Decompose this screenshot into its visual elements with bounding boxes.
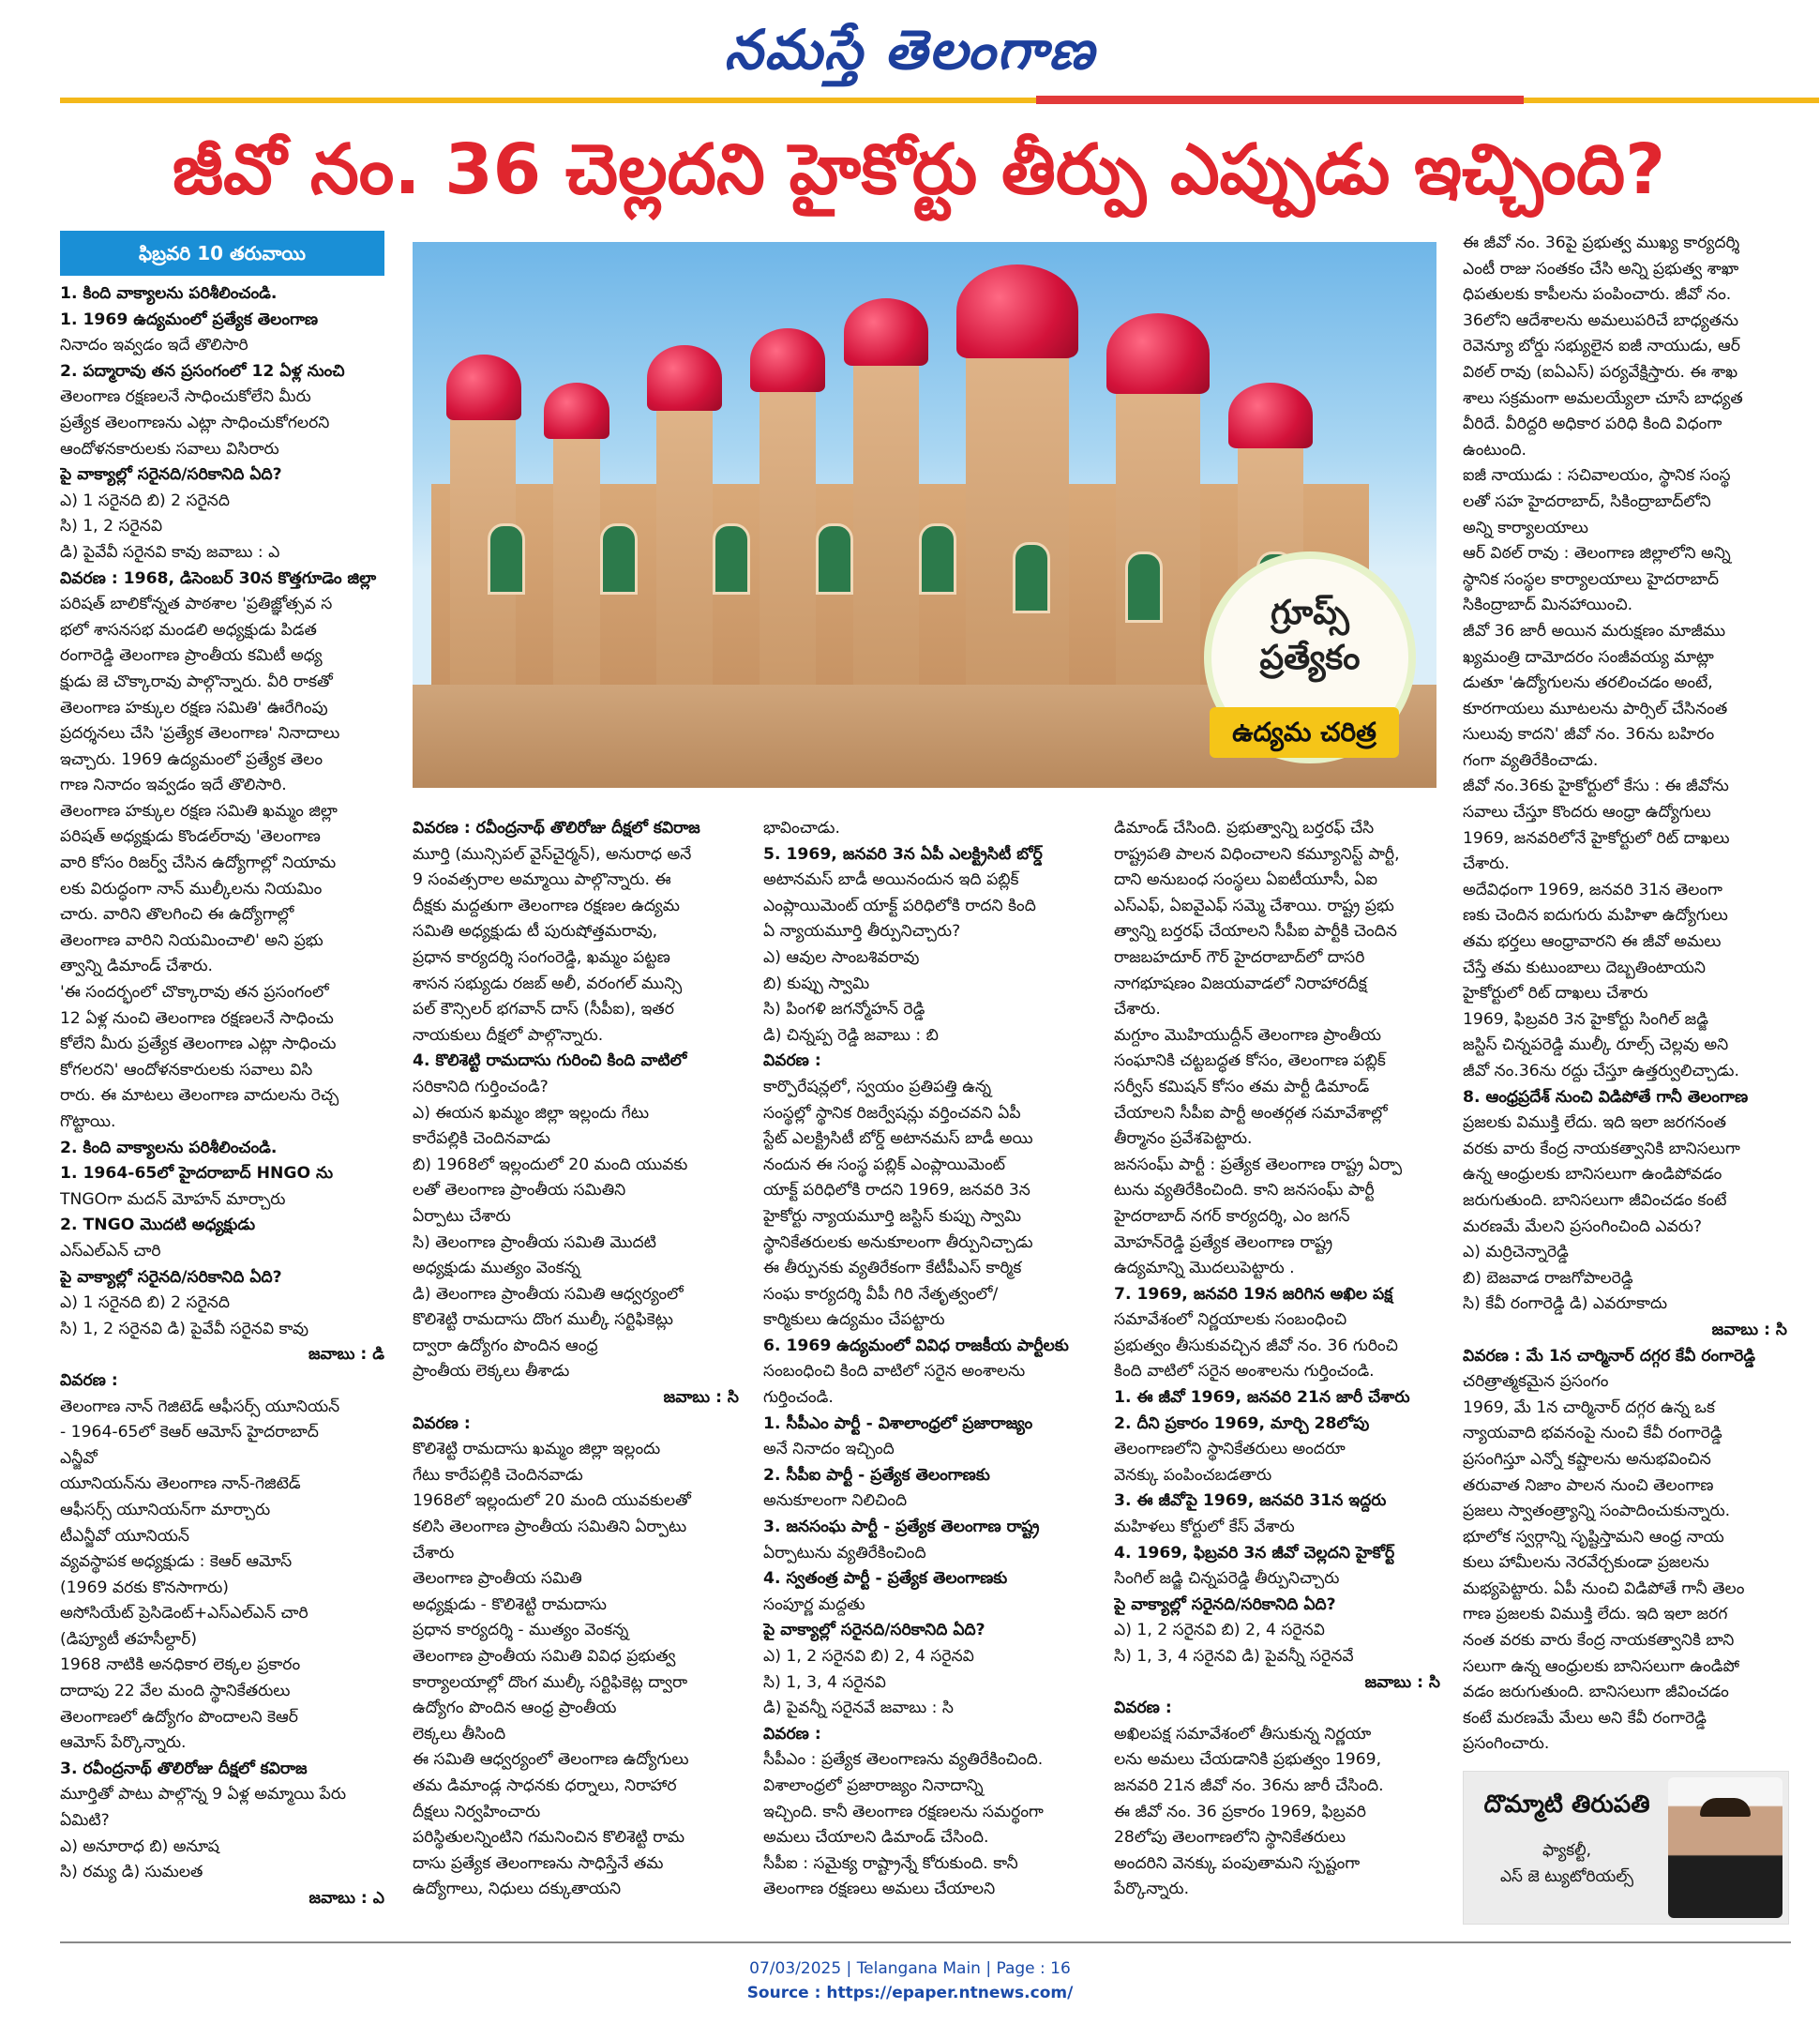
text-line: సీపీఐ : సమైక్య రాష్ట్రాన్నే కోరుకుంది. కానీ [763,1853,1018,1873]
text-line: సలుగా ఉన్న ఆంధ్రులకు బానిసలుగా ఉండిపో [1463,1656,1740,1676]
text-line: హైదరాబాద్ నగర్ కార్యదర్శి, ఎం జగన్ [1114,1206,1350,1226]
text-line: గుర్తించండి. [763,1388,834,1408]
text-line: పై వాక్యాల్లో సరైనది/సరికానిది ఏది? [60,465,282,485]
text-line: అందరిని వెనక్కు పంపుతామని స్పష్టంగా [1114,1853,1361,1873]
dome-shape [544,383,609,439]
text-line: సులువు కాదని' జీవో నం. 36ను బహిరం [1463,725,1715,745]
text-line: 1. 1964-65లో హైదరాబాద్ HNGO ను [60,1164,334,1184]
header-rule [60,98,1819,103]
text-line: కార్యాలయాల్లో దొంగ ముల్కీ సర్టిఫికెట్ల ద్వారా [413,1672,688,1692]
text-line: వెనక్కు పంపించబడతారు [1114,1465,1272,1485]
text-line: త్వాన్ని బర్తరఫ్ చేయాలని సీపీఐ పార్టీకి చెందిన [1114,922,1397,942]
text-line: ఆర్ విఠల్ రావు : తెలంగాణ జిల్లాలోని అన్ని [1463,544,1731,564]
text-line: మభ్యపెట్టారు. ఏపీ నుంచి విడిపోతే గానీ తెలం [1463,1578,1745,1598]
text-line: మూర్తితో పాటు పాల్గొన్న 9 ఏళ్ల అమ్మాయి పేరు [60,1785,347,1805]
text-line: దాదాపు 22 వేల మంది స్థానికేతరులు [60,1682,291,1701]
text-line: డిమాండ్ చేసింది. ప్రభుత్వాన్ని బర్తరఫ్ చేసి [1114,819,1375,838]
text-line: గంగా వ్యతిరేకించాడు. [1463,750,1599,770]
text-line: వివరణ : [60,1370,118,1390]
text-line: జవాబు : సి [1711,1320,1787,1339]
text-line: 1. సీపీఎం పార్టీ - విశాలాంధ్రలో ప్రజారాజ్యం [763,1413,1033,1433]
text-line: జనవరి 21న జీవో నం. 36ను జారీ చేసింది. [1114,1775,1384,1795]
text-line: 1. 1969 ఉద్యమంలో ప్రత్యేక తెలంగాణ [60,310,319,329]
text-line: రెవెన్యూ బోర్డు సభ్యులైన ఐజీ నాయుడు, ఆర్ [1463,337,1740,356]
text-line: ప్రసంగిస్తూ ఎన్నో కష్టాలను అనుభవించిన [1463,1449,1711,1469]
text-line: ఏ న్యాయమూర్తి తీర్పునిచ్చారు? [763,922,961,942]
text-line: యూనియన్‌ను తెలంగాణ నాన్-గెజిటెడ్ [60,1474,301,1494]
text-line: డి) తెలంగాణ ప్రాంతీయ సమితి ఆధ్వర్యంలో [413,1284,684,1304]
text-line: హైకోర్టులో రిట్ దాఖలు చేశారు [1463,984,1648,1004]
text-line: ఎంటీ రాజు సంతకం చేసి అన్ని ప్రభుత్వ శాఖా [1463,259,1739,279]
text-line: స్థానిక సంస్థల కార్యాలయాలు హైదరాబాద్ [1463,569,1720,589]
text-line: తెలంగాణ వారిని నియమించాలి' అని ప్రభు [60,930,323,950]
text-line: లకు విరుద్ధంగా నాన్ ముల్కీలను నియమిం [60,879,323,899]
text-line: గాణ ప్రజలకు విముక్తి లేదు. ఇది ఇలా జరగ [1463,1605,1728,1624]
text-line: కంటే మరణమే మేలు అని కేవీ రంగారెడ్డి [1463,1708,1707,1728]
text-line: రాష్ట్రపతి పాలన విధించాలని కమ్యూనిస్ట్ పార్టీ, [1114,844,1400,864]
text-line: వివరణ : రవీంద్రనాథ్ తొలిరోజు దీక్షలో కవిరాజ [413,819,700,838]
text-line: క్షుడు జె చొక్కారావు పాల్గొన్నారు. వీరి రాకతో [60,672,333,691]
text-line: జస్టిస్ చిన్నపరెడ్డి ముల్కీ రూల్స్ చెల్లవు అని [1463,1035,1729,1055]
text-line: సంస్థల్లో స్థానిక రిజర్వేషన్లు వర్తించవని ఏపీ [763,1103,1021,1123]
text-line: పై వాక్యాల్లో సరైనది/సరికానిది ఏది? [1114,1594,1336,1614]
text-line: పరిషత్ బాలికోన్నత పాఠశాల 'ప్రతిజ్ఞోత్సవ స [60,595,333,614]
author-box [1463,1771,1789,1925]
text-line: ఉద్యోగం పొందిన ఆంధ్ర ప్రాంతీయ [413,1699,617,1718]
text-line: 1968 నాటికి అనధికార లెక్కల ప్రకారం [60,1655,301,1675]
text-line: జవాబు : ఎ [308,1888,384,1908]
text-line: రంగారెడ్డి తెలంగాణ ప్రాంతీయ కమిటీ అధ్య [60,646,323,666]
text-line: మగ్దూం మొహియుద్దీన్ తెలంగాణ ప్రాంతీయ [1114,1025,1382,1045]
text-line: జరుగుతుంది. బానిసలుగా జీవించడం కంటే [1463,1190,1727,1210]
text-line: ద్వారా ఉద్యోగం పొందిన ఆంధ్ర [413,1336,598,1355]
arched-window [816,523,853,595]
column-2 [413,816,739,1918]
footer-rule [60,1941,1791,1943]
column-3 [763,816,1090,1918]
text-line: మహిళలు కోర్టులో కేస్ వేశారు [1114,1518,1295,1537]
text-line: సరికానిది గుర్తించండి? [413,1077,549,1096]
text-line: చారు. వారిని తొలగించి ఈ ఉద్యోగాల్లో [60,905,294,925]
text-line: తరువాత నిజాం పాలన నుంచి తెలంగాణ [1463,1475,1714,1495]
text-line: ఎ) 1, 2 సరైనవి బి) 2, 4 సరైనవి [763,1647,974,1666]
text-line: సి) 1, 2 సరైనవి [60,517,163,536]
text-line: కారేపల్లికి చెందినవాడు [413,1129,551,1149]
text-line: దాసు ప్రత్యేక తెలంగాణను సాధిస్తేనే తమ [413,1853,664,1873]
text-line: ఇచ్చారు. 1969 ఉద్యమంలో ప్రత్యేక తెలం [60,749,323,769]
text-line: టును వ్యతిరేకించింది. కాని జనసంఘ్ పార్టీ [1114,1181,1375,1201]
text-line: ఈ తీర్పునకు వ్యతిరేకంగా కేటీపీఎస్ కార్మిక [763,1259,1022,1278]
dome-shape [1106,313,1210,394]
text-line: 3. ఈ జీవోపై 1969, జనవరి 31న ఇద్దరు [1114,1491,1387,1511]
text-line: చరిత్రాత్మకమైన ప్రసంగం [1463,1372,1609,1392]
text-line: కొలిశెట్టి రామదాసు ఖమ్మం జిల్లా ఇల్లందు [413,1440,661,1459]
text-line: ప్రత్యేక తెలంగాణను ఎట్లా సాధించుకోగలరని [60,413,330,432]
text-line: తెలంగాణ హక్కుల రక్షణ సమితి ఖమ్మం జిల్లా [60,801,338,821]
author-role: ఫ్యాకల్టీ, [1542,1841,1592,1860]
text-line: ఆమోస్ పేర్కొన్నారు. [60,1733,187,1753]
text-line: బి) కుప్పు స్వామి [763,974,870,993]
text-line: దీక్షకు మద్దతుగా తెలంగాణ రక్షణల ఉద్యమ [413,896,680,915]
text-line: సి) 1, 3, 4 సరైనవి [763,1672,886,1692]
text-line: న్యాయవాది భవనంపై నుంచి కేవీ రంగారెడ్డి [1463,1424,1722,1443]
text-line: 4. 1969, ఫిబ్రవరి 3న జీవో చెల్లదని హైకోర్ట్ [1114,1543,1395,1563]
arched-window [1013,542,1050,613]
text-line: అదేవిధంగా 1969, జనవరి 31న తెలంగా [1463,880,1722,899]
text-line: స్థానికేతరులకు అనుకూలంగా తీర్పునిచ్చాడు [763,1232,1033,1252]
text-line: నంత వరకు వారు కేంద్ర నాయకత్వానికి బాని [1463,1631,1735,1651]
text-line: జీవో నం.36ను రద్దు చేస్తూ ఉత్తర్వులిచ్చాడు. [1463,1062,1739,1080]
text-line: శాసన సభ్యుడు రజబ్ అలీ, వరంగల్ మున్సి [413,974,683,993]
text-line: భూలోక స్వర్గాన్ని సృష్టిస్తామని ఆంధ్ర నాయ [1463,1527,1724,1547]
text-line: ఎస్ఎల్ఎన్ చారి [60,1241,161,1261]
text-line: అన్ని కార్యాలయాలు [1463,518,1588,537]
text-line: తమ భర్తలు ఆంధ్రావారని ఈ జీవో అమలు [1463,932,1722,952]
text-line: కొలిశెట్టి రామదాసు దొంగ ముల్కీ సర్టిఫికెట్లు [413,1310,673,1330]
text-line: ప్రధాన కార్యదర్శి - ముత్యం వెంకన్న [413,1621,629,1640]
text-line: సంఘ కార్యదర్శి వీపీ గిరి నేతృత్వంలో/ [763,1284,999,1304]
text-line: 2. దీని ప్రకారం 1969, మార్చి 28లోపు [1114,1413,1370,1433]
text-line: సికింద్రాబాద్ మినహాయించి. [1463,596,1633,615]
text-line: 9 సంవత్సరాల అమ్మాయి పాల్గొన్నారు. ఈ [413,870,671,890]
dome-shape [446,355,521,420]
text-line: కూరగాయలు మూటలను పార్సిల్ చేసినంత [1463,699,1728,718]
text-line: మోహన్‌రెడ్డి ప్రత్యేక తెలంగాణ రాష్ట్ర [1114,1232,1333,1252]
text-line: కోలేని మీరు ప్రత్యేక తెలంగాణ ఎట్లా సాధించు [60,1035,337,1054]
text-line: ఉద్యోగాలు, నిధులు దక్కుతాయని [413,1880,622,1899]
text-line: సంబంధించి కింది వాటిలో సరైన అంశాలను [763,1362,1026,1382]
dome-shape [844,298,928,366]
text-line: ప్రదర్శనలు చేసి 'ప్రత్యేక తెలంగాణ' నినాదాలు [60,724,340,744]
text-line: ఆఫీసర్స్ యూనియన్‌గా మార్చారు [60,1500,271,1519]
text-line: తెలంగాణ హక్కుల రక్షణ సమితి' ఊరేగింపు [60,698,328,717]
text-line: చేయాలని సీపీఐ పార్టీ అంతర్గత సమావేశాల్లో [1114,1103,1388,1123]
text-line: తెలంగాణ రక్షణలు అమలు చేయాలని [763,1880,996,1899]
text-line: తెలంగాణ నాన్ గెజిటెడ్ ఆఫీసర్స్ యూనియన్ [60,1397,340,1416]
author-name: దొమ్మాటి తిరుపతి [1483,1790,1650,1819]
text-line: విశాలాంధ్రలో ప్రజారాజ్యం నినాదాన్ని [763,1775,984,1795]
text-line: భావించాడు. [763,819,840,838]
text-line: వీరిదే. వీరిద్దరి అధికార పరిధి కింది విధంగా [1463,415,1722,434]
text-line: 12 ఏళ్ల నుంచి తెలంగాణ రక్షణలనే సాధించు [60,1008,334,1028]
text-line: సమావేశంలో నిర్ణయాలకు సంబంధించి [1114,1310,1347,1330]
text-line: 6. 1969 ఉద్యమంలో వివిధ రాజకీయ పార్టీలకు [763,1336,1069,1355]
text-line: వివరణ : 1968, డిసెంబర్ 30న కొత్తగూడెం జిల్లా [60,568,377,588]
text-line: పరిస్థితులన్నింటిని గమనించిన కొలిశెట్టి రామ [413,1828,685,1848]
text-line: కార్మికులు ఉద్యమం చేపట్టారు [763,1310,945,1330]
text-line: తెలంగాణ రక్షణలనే సాధించుకోలేని మీరు [60,387,311,407]
text-line: గేటు కారేపల్లికి చెందినవాడు [413,1465,583,1485]
text-line: ప్రజలకు విముక్తి లేదు. ఇది ఇలా జరగనంత [1463,1113,1727,1133]
text-line: ఎ) 1, 2 సరైనవి బి) 2, 4 సరైనవి [1114,1621,1325,1640]
text-line: సంఘానికి చట్టబద్ధత కోసం, తెలంగాణ పబ్లిక్ [1114,1051,1386,1071]
text-line: జవాబు : సి [1364,1672,1440,1692]
author-institute: ఎస్ జె ట్యుటోరియల్స్ [1499,1867,1634,1886]
text-line: సీపీఎం : ప్రత్యేక తెలంగాణను వ్యతిరేకించింది. [763,1750,1044,1770]
text-line: 1968లో ఇల్లందులో 20 మంది యువకులతో [413,1491,691,1511]
text-line: ఎ) ఆవుల సాంబశివరావు [763,947,920,967]
text-line: డి) చిన్నప్ప రెడ్డి జవాబు : బి [763,1025,939,1045]
arched-window [919,523,956,595]
dome-shape [1228,383,1313,448]
text-line: శాలు సక్రమంగా అమలయ్యేలా చూసే బాధ్యత [1463,388,1743,408]
text-line: కులు హామీలను నెరవేర్చకుండా ప్రజలను [1463,1553,1709,1573]
text-line: ప్రసంగించారు. [1463,1734,1550,1754]
text-line: ఉంటుంది. [1463,440,1527,460]
text-line: చేశారు. [1463,854,1510,874]
text-line: 1969, ఫిబ్రవరి 3న హైకోర్టు సింగిల్ జడ్జి [1463,1009,1708,1029]
text-line: అనే నినాదం ఇచ్చింది [763,1440,895,1459]
text-line: ఏర్పాటు చేశారు [413,1206,511,1226]
text-line: దీక్షలు నిర్వహించారు [413,1802,541,1821]
text-line: 36లోని ఆదేశాలను అమలుపరిచే బాధ్యతను [1463,310,1739,330]
text-line: 5. 1969, జనవరి 3న ఏపీ ఎలక్ట్రిసిటీ బోర్డ్ [763,844,1043,864]
arched-window [600,523,638,595]
text-line: కోగలరని' ఆందోళనకారులకు సవాలు విసి [60,1060,313,1080]
text-line: పై వాక్యాల్లో సరైనది/సరికానిది ఏది? [60,1267,282,1287]
column-5 [1463,231,1787,1769]
text-line: వడం జరుగుతుంది. బానిసలుగా జీవించడం [1463,1683,1729,1702]
section-tag: ఫిబ్రవరి 10 తరువాయి [60,231,384,276]
text-line: స్టేట్ ఎలక్ట్రిసిటీ బోర్డ్ అటానమస్ బాడీ అయి [763,1129,1033,1149]
text-line: 3. జనసంఘ పార్టీ - ప్రత్యేక తెలంగాణ రాష్ట్ర [763,1518,1040,1537]
text-line: రారు. ఈ మాటలు తెలంగాణ వాదులను రెచ్చ [60,1086,339,1106]
text-line: బి) 1968లో ఇల్లందులో 20 మంది యువకు [413,1155,688,1174]
text-line: నినాదం ఇవ్వడం ఇదే తొలిసారి [60,336,248,355]
text-line: ఎ) 1 సరైనది బి) 2 సరైనది [60,1293,230,1313]
text-line: అఖిలపక్ష సమావేశంలో తీసుకున్న నిర్ణయా [1114,1724,1372,1744]
text-line: 28లోపు తెలంగాణలోని స్థానికేతరులు [1114,1828,1346,1848]
text-line: లను అమలు చేయడానికి ప్రభుత్వం 1969, [1114,1750,1382,1770]
masthead-logo: నమస్తే తెలంగాణ [724,18,1096,82]
footer [0,1956,1820,2005]
arched-window [713,523,750,595]
text-line: సి) కేవీ రంగారెడ్డి డి) ఎవరూకాదు [1463,1294,1668,1314]
text-line: ఉన్న ఆంధ్రులకు బానిసలుగా ఉండిపోవడం [1463,1165,1722,1185]
text-line: - 1964-65లో కెఆర్ ఆమోస్ హైదరాబాద్ [60,1423,319,1442]
text-line: జనసంఘ్ పార్టీ : ప్రత్యేక తెలంగాణ రాష్ట్ర ఏర్పా [1114,1155,1403,1174]
text-line: అధ్యక్షుడు ముత్యం వెంకన్న [413,1259,580,1278]
text-line: సి) 1, 2 సరైనవి డి) పైవేవీ సరైనవి కావు [60,1319,309,1338]
text-line: జవాబు : సి [663,1388,739,1408]
text-line: నాగభూషణం విజయవాడలో నిరాహారదీక్ష [1114,974,1367,993]
text-line: సంపూర్ణ మద్దతు [763,1594,865,1614]
arched-window [488,523,525,595]
text-line: పేర్కొన్నారు. [1114,1880,1190,1899]
badge-band: ఉద్యమ చరిత్ర [1210,707,1399,758]
text-line: ఈ జీవో నం. 36 ప్రకారం 1969, ఫిబ్రవరి [1114,1802,1366,1821]
text-line: (డిప్యూటీ తహసీల్దార్) [60,1629,198,1649]
text-line: వరకు వారు కేంద్ర నాయకత్వానికి బానిసలుగా [1463,1139,1740,1158]
text-line: తెలంగాణలోని స్థానికేతరులు అందరూ [1114,1440,1346,1459]
text-line: ఎ) అనూరాధ బి) అనూష [60,1836,219,1856]
text-line: కార్పొరేషన్లలో, స్వయం ప్రతిపత్తి ఉన్న [763,1077,992,1096]
column-1 [60,281,384,1918]
text-line: పై వాక్యాల్లో సరైనది/సరికానిది ఏది? [763,1621,985,1640]
text-line: ఎస్ఎఫ్, ఏఐవైఎఫ్ సమ్మె చేశాయి. రాష్ట్ర ప్రభు [1114,896,1394,915]
text-line: యాక్ట్ పరిధిలోకి రాదని 1969, జనవరి 3న [763,1181,1030,1201]
text-line: నాయకులు దీక్షలో పాల్గొన్నారు. [413,1025,604,1045]
text-line: 3. రవీంద్రనాథ్ తొలిరోజు దీక్షలో కవిరాజ [60,1759,308,1778]
text-line: తెలంగాణలో ఉద్యోగం పొందాలని కెఆర్ [60,1707,298,1727]
text-line: మూర్తి (మున్సిపల్ వైస్‌చైర్మన్), అనురాధ అనే [413,844,692,864]
text-line: దాని అనుబంధ సంస్థలు ఏఐటీయూసీ, ఏఐ [1114,870,1378,890]
text-line: ఉద్యమాన్ని మొదలుపెట్టారు . [1114,1259,1295,1278]
text-line: ఎ) 1 సరైనది బి) 2 సరైనది [60,491,230,510]
text-line: వివరణ : [763,1724,821,1744]
text-line: విఠల్ రావు (ఐఏఎస్) పర్యవేక్షిస్తారు. ఈ శాఖ [1463,362,1738,382]
text-line: ఎ) ఈయన ఖమ్మం జిల్లా ఇల్లందు గేటు [413,1103,650,1123]
text-line: వివరణ : [763,1051,821,1071]
text-line: సి) తెలంగాణ ప్రాంతీయ సమితి మొదటి [413,1232,656,1252]
text-line: తీర్మానం ప్రవేశపెట్టారు. [1114,1129,1253,1149]
arched-window [1125,551,1163,623]
text-line: వివరణ : [413,1413,471,1433]
text-line: ప్రధాన కార్యదర్శి సంగంరెడ్డి, ఖమ్మం పట్టణ [413,947,670,967]
text-line: ఈ సమితి ఆధ్వర్యంలో తెలంగాణ ఉద్యోగులు [413,1750,689,1770]
text-line: వారి కోసం రిజర్వ్ చేసిన ఉద్యోగాల్లో నియామ [60,853,337,873]
text-line: గాణ నినాదం ఇవ్వడం ఇదే తొలిసారి. [60,776,287,795]
text-line: పరిషత్ అధ్యక్షుడు కొండల్‌రావు 'తెలంగాణ [60,827,321,847]
text-line: చేశారు. [1114,1000,1161,1020]
text-line: ఏమిటి? [60,1811,110,1831]
text-line: అధ్యక్షుడు - కొలిశెట్టి రామదాసు [413,1594,607,1614]
text-line: తెలంగాణ ప్రాంతీయ సమితి వివిధ ప్రభుత్వ [413,1647,676,1666]
text-line: భలో శాసనసభ మండలి అధ్యక్షుడు పిడత [60,620,317,640]
text-line: లతో సహ హైదరాబాద్, సికింద్రాబాద్‌లోని [1463,491,1711,511]
text-line: TNGOగా మదన్ మోహన్ మార్చారు [60,1189,286,1209]
text-line: ప్రభుత్వం తీసుకువచ్చిన జీవో నం. 36 గురించి [1114,1336,1398,1355]
text-line: ఎన్జీవో [60,1448,98,1468]
text-line: అనుకూలంగా నిలిచింది [763,1491,908,1511]
text-line: సింగిల్ జడ్జి చిన్నపరెడ్డి తీర్పునిచ్చారు [1114,1569,1340,1589]
text-line: 1969, మే 1న చార్మినార్ దగ్గర ఉన్న ఒక [1463,1397,1715,1417]
dome-shape [956,264,1078,358]
dome-shape [750,328,825,392]
text-line: బి) బెజవాడ రాజగోపాలరెడ్డి [1463,1268,1633,1288]
text-line: డి) పైవన్నీ సరైనవే జవాబు : సి [763,1699,954,1718]
text-line: ప్రజలు స్వాతంత్ర్యాన్ని సంపాదించుకున్నారు. [1463,1502,1731,1521]
text-line: వివరణ : [1114,1699,1172,1718]
text-line: హైకోర్టు న్యాయమూర్తి జస్టిస్ కుప్పు స్వామి [763,1206,1022,1226]
text-line: గొట్టాయి. [60,1112,116,1131]
text-line: లెక్కలు తీసింది [413,1724,506,1744]
text-line: త్వాన్ని డిమాండ్ చేశారు. [60,957,214,976]
text-line: 4. కొలిశెట్టి రామదాసు గురించి కింది వాటిలో [413,1051,687,1071]
badge-line2: ప్రత్యేకం [1259,639,1361,677]
header-accent-rule [1036,96,1524,104]
text-line: సమితి అధ్యక్షుడు టీ పురుషోత్తమరావు, [413,922,658,942]
text-line: చేస్తే తమ కుటుంబాలు దెబ్బతింటాయని [1463,958,1706,977]
text-line: టీఎన్జీవో యూనియన్ [60,1526,189,1546]
text-line: 1969, జనవరిలోనే హైకోర్టులో రిట్ దాఖలు [1463,828,1730,848]
text-line: అమలు చేయాలని డిమాండ్ చేసింది. [763,1828,989,1848]
text-line: సి) రమ్య డి) సుమలత [60,1863,203,1882]
text-line: ఈ జీవో నం. 36పై ప్రభుత్వ ముఖ్య కార్యదర్శి [1463,234,1740,252]
text-line: వ్యవస్థాపక అధ్యక్షుడు : కెఆర్ ఆమోస్ [60,1552,293,1572]
dome-shape [647,345,722,411]
text-line: 4. స్వతంత్ర పార్టీ - ప్రత్యేక తెలంగాణకు [763,1569,1008,1589]
text-line: ధిపతులకు కాపీలను పంపించారు. జీవో నం. [1463,285,1732,305]
text-line: ఆందోళనకారులకు సవాలు విసిరారు [60,439,279,459]
text-line: పల్ కౌన్సిలర్ భగవాన్ దాస్ (సీపీఐ), ఇతర [413,1000,674,1020]
text-line: ఏర్పాటును వ్యతిరేకించింది [763,1543,926,1563]
footer-meta: 07/03/2025 | Telangana Main | Page : 16 [749,1959,1071,1978]
column-4 [1114,816,1440,1918]
text-line: 'ఈ సందర్భంలో చొక్కారావు తన ప్రసంగంలో [60,983,329,1003]
text-line: ఇచ్చింది. కానీ తెలంగాణ రక్షణలను సమర్థంగా [763,1802,1044,1821]
text-line: రాజబహదూర్ గౌర్ హైదరాబాద్‌లో దాసరి [1114,947,1365,967]
text-line: సి) 1, 3, 4 సరైనవి డి) పైవన్నీ సరైనవే [1114,1647,1354,1666]
text-line: కలిసి తెలంగాణ ప్రాంతీయ సమితిని ఏర్పాటు [413,1518,687,1537]
text-line: సి) పింగళి జగన్మోహన్ రెడ్డి [763,1000,925,1020]
text-line: తమ డిమాండ్ల సాధనకు ధర్నాలు, నిరాహార [413,1775,677,1795]
text-line: కింది వాటిలో సరైన అంశాలను గుర్తించండి. [1114,1362,1375,1382]
badge-line1: గ్రూప్స్ [1271,594,1349,632]
text-line: డి) పైవేవీ సరైనవి కావు జవాబు : ఎ [60,542,280,562]
text-line: ణకు చెందిన ఐదుగురు మహిళా ఉద్యోగులు [1463,906,1728,926]
text-line: 2. పద్మారావు తన ప్రసంగంలో 12 ఏళ్ల నుంచి [60,361,345,381]
text-line: సర్వీస్ కమిషన్ కోసం తమ పార్టీ డిమాండ్ [1114,1077,1370,1096]
text-line: జీవో నం.36కు హైకోర్టులో కేసు : ఈ జీవోను [1463,777,1729,796]
text-line: లతో తెలంగాణ ప్రాంతీయ సమితిని [413,1181,626,1201]
author-photo [1668,1777,1782,1918]
text-line: 7. 1969, జనవరి 19న జరిగిన అఖిల పక్ష [1114,1284,1393,1304]
headline: జీవో నం. 36 చెల్లదని హైకోర్టు తీర్పు ఎప్పుడు ఇచ్చింది? [172,129,1666,210]
text-line: తెలంగాణ ప్రాంతీయ సమితి [413,1569,582,1589]
text-line: 1. ఈ జీవో 1969, జనవరి 21న జారీ చేశారు [1114,1388,1410,1408]
text-line: ఖ్యమంత్రి దామోదరం సంజీవయ్య మాట్లా [1463,647,1714,667]
text-line: అసోసియేట్ ప్రెసిడెంట్+ఎస్ఎల్ఎన్ చారి [60,1604,308,1624]
text-line: మరణమే మేలని ప్రసంగించింది ఎవరు? [1463,1216,1703,1236]
text-line: జీవో 36 జారీ అయిన మరుక్షణం మాజీము [1463,621,1726,641]
text-line: 8. ఆంధ్రప్రదేశ్ నుంచి విడిపోతే గానీ తెలంగాణ [1463,1087,1749,1107]
text-line: అటానమస్ బాడీ అయినందున ఇది పబ్లిక్ [763,870,1019,890]
footer-source-link[interactable]: Source : https://epaper.ntnews.com/ [746,1984,1074,2002]
text-line: వివరణ : మే 1న చార్మినార్ దగ్గర కేవీ రంగారెడ్డి [1463,1346,1756,1366]
text-line: ఐజీ నాయుడు : సచివాలయం, స్థానిక సంస్థ [1463,466,1731,486]
text-line: ఎంప్లాయిమెంట్ యాక్ట్ పరిధిలోకి రాదని కింది [763,896,1036,915]
text-line: ఎ) మర్రిచెన్నారెడ్డి [1463,1243,1569,1262]
text-line: నందున ఈ సంస్థ పబ్లిక్ ఎంప్లాయిమెంట్ [763,1155,1006,1174]
text-line: జవాబు : డి [308,1345,384,1365]
text-line: 2. సీపీఐ పార్టీ - ప్రత్యేక తెలంగాణకు [763,1465,990,1485]
text-line: (1969 వరకు కొనసాగారు) [60,1578,230,1597]
text-line: 2. కింది వాక్యాలను పరిశీలించండి. [60,1138,278,1157]
text-line: డుతూ 'ఉద్యోగులను తరలించడం అంటే, [1463,673,1713,693]
text-line: ప్రాంతీయ లెక్కలు తీశాడు [413,1362,570,1382]
text-line: సవాలు చేస్తూ కొందరు ఆంధ్రా ఉద్యోగులు [1463,803,1711,823]
text-line: 2. TNGO మొదటి అధ్యక్షుడు [60,1216,256,1235]
text-line: 1. కింది వాక్యాలను పరిశీలించండి. [60,284,278,303]
text-line: చేశారు [413,1543,455,1563]
